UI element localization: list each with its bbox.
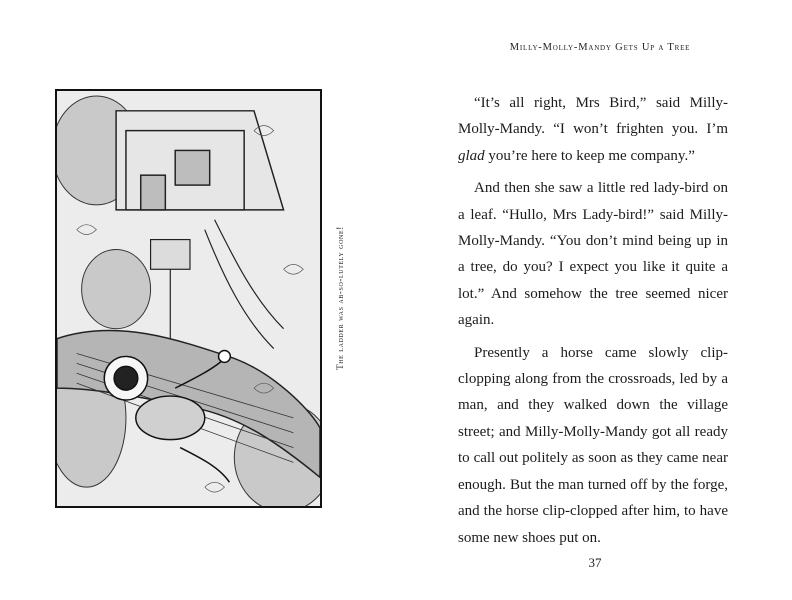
paragraph-2: And then she saw a little red lady-bird on a leaf. “Hullo, Mrs Lady-bird!” said Milly-Molly-Mandy. “You don’t mind being up in a tree, do you? I expect you like it quite a lot.” And somehow the tree seemed nicer again.	[458, 180, 728, 329]
paragraph-3: Presently a horse came slowly clip-clopping along from the crossroads, led by a man, and they walked down the village street; and Milly-Molly-Mandy got all ready to call out politely as soon as they came near enough. But the man turned off by the forge, and the horse clip-clopped after him, to have some new shoes put on.	[458, 344, 728, 546]
page-number: 37	[588, 555, 602, 570]
illustration-drawing	[57, 91, 320, 506]
running-head: Milly-Molly-Mandy Gets Up a Tree	[509, 42, 691, 53]
girl-in-tree-illustration-icon	[55, 89, 322, 508]
paragraph-1	[458, 90, 728, 169]
illustration-caption: The ladder was ab-so-lutely gone!	[335, 226, 345, 370]
paragraph-1-start: “It’s all right, Mrs Bird,” said Milly-Molly-Mandy. “I won’t frighten you. I’m	[458, 95, 728, 138]
emphasis-glad: glad	[458, 147, 485, 164]
body-text	[458, 90, 728, 557]
paragraph-1-end: you’re here to keep me company.”	[484, 147, 695, 164]
